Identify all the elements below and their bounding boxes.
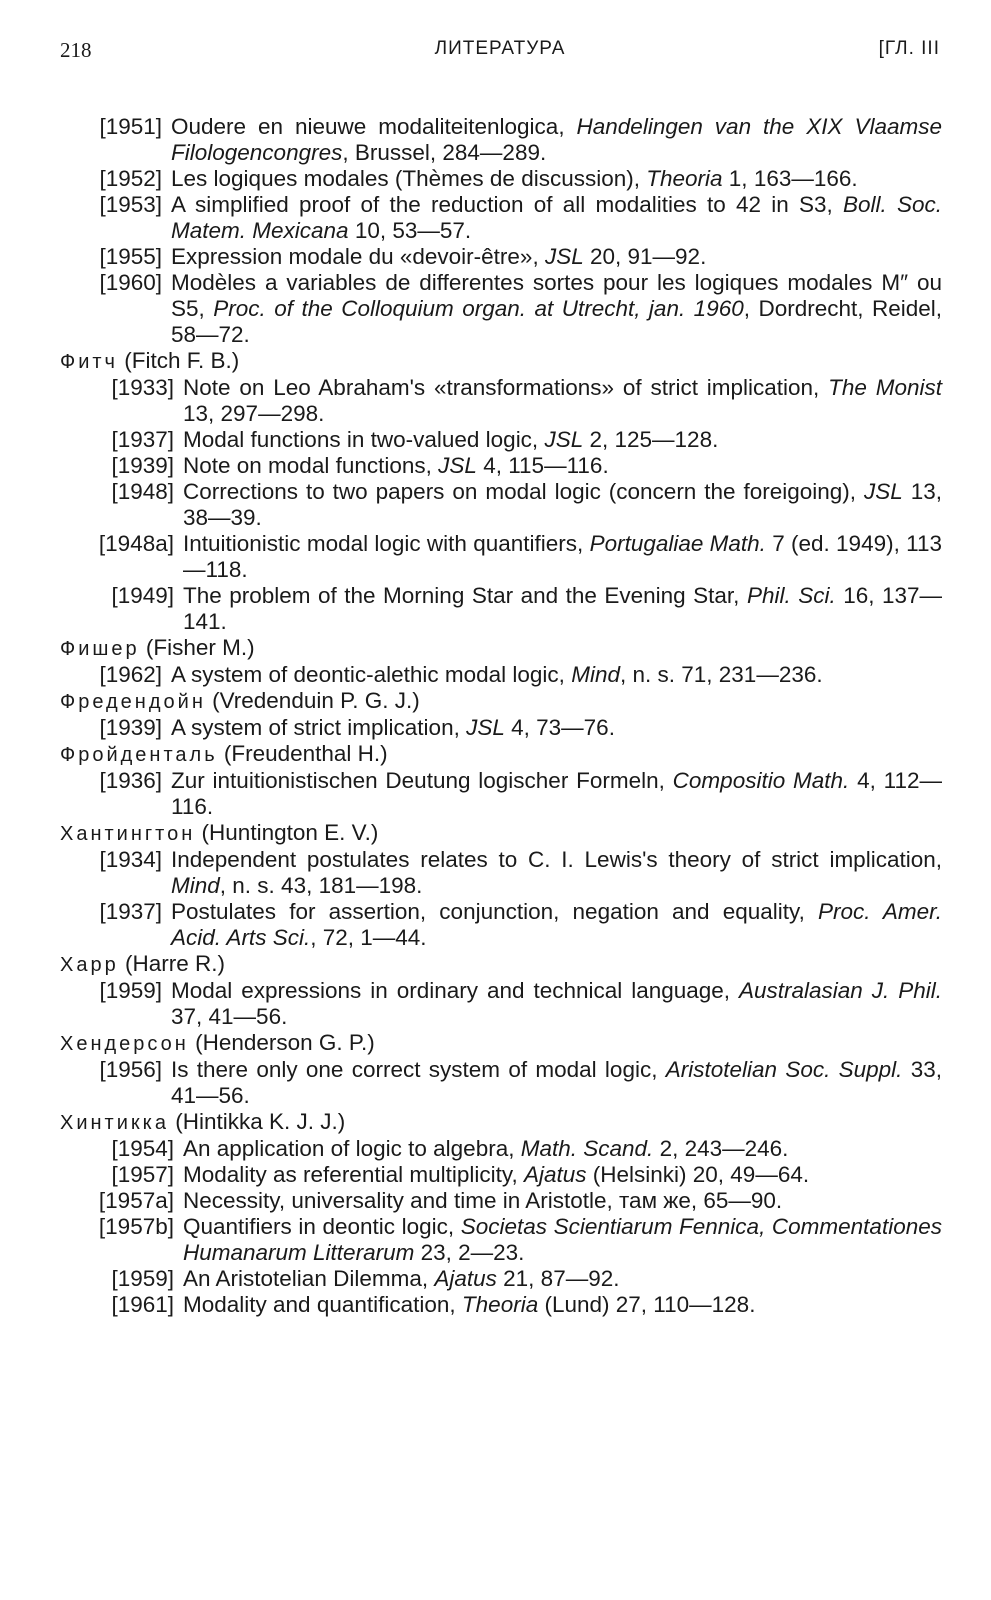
author-heading: Фройденталь (Freudenthal H.) — [60, 741, 388, 766]
section-marker: [ГЛ. III — [878, 38, 940, 59]
author-heading: Фишер (Fisher M.) — [60, 635, 255, 660]
bib-entry: [1948a] Intuitionistic modal logic with quantifiers, Portugaliae Math. 7 (ed. 1949), 113—118. — [98, 531, 942, 582]
bib-entry: [1937] Modal functions in two-valued logic, JSL 2, 125—128. — [111, 427, 719, 452]
bib-entry: [1962] A system of deontic-alethic modal logic, Mind, n. s. 71, 231—236. — [99, 662, 823, 687]
bib-entry: [1939] Note on modal functions, JSL 4, 115—116. — [111, 453, 609, 478]
bib-entry: [1951] Oudere en nieuwe modaliteitenlogica, Handelingen van the XIX Vlaamse Filologencongres, Brussel, 284—289. — [99, 114, 942, 165]
bib-entry: [1959] An Aristotelian Dilemma, Ajatus 21, 87—92. — [111, 1266, 620, 1291]
bib-entry: [1939] A system of strict implication, JSL 4, 73—76. — [99, 715, 615, 740]
chapter-title: ЛИТЕРАТУРА — [434, 38, 566, 59]
author-heading: Фитч (Fitch F. B.) — [60, 348, 240, 373]
bib-entry: [1953] A simplified proof of the reduction of all modalities to 42 in S3, Boll. Soc. Matem. Mexicana 10, 53—57. — [99, 192, 942, 243]
bib-entry: [1957] Modality as referential multiplicity, Ajatus (Helsinki) 20, 49—64. — [111, 1162, 810, 1187]
bib-entry: [1936] Zur intuitionistischen Deutung logischer Formeln, Compositio Math. 4, 112—116. — [99, 768, 942, 819]
author-heading: Хинтикка (Hintikka K. J. J.) — [60, 1109, 346, 1134]
bib-entry: [1960] Modèles a variables de differentes sortes pour les logiques modales M″ ou S5, Proc. of the Colloquium organ. at Utrecht, jan. 1960, Dordrecht, Reidel, 58—72. — [99, 270, 942, 347]
bib-entry: [1954] An application of logic to algebra, Math. Scand. 2, 243—246. — [111, 1136, 789, 1161]
bib-entry: [1955] Expression modale du «devoir-être», JSL 20, 91—92. — [99, 244, 707, 269]
bibliography-list — [60, 114, 942, 1318]
running-header — [60, 38, 940, 68]
author-heading: Харр (Harre R.) — [60, 951, 225, 976]
bib-entry: [1956] Is there only one correct system of modal logic, Aristotelian Soc. Suppl. 33, 41—56. — [99, 1057, 942, 1108]
bib-entry: [1937] Postulates for assertion, conjunction, negation and equality, Proc. Amer. Acid. Arts Sci., 72, 1—44. — [99, 899, 942, 950]
author-heading: Хендерсон (Henderson G. P.) — [60, 1030, 375, 1055]
bib-entry: [1934] Independent postulates relates to C. I. Lewis's theory of strict implication, Mind, n. s. 43, 181—198. — [99, 847, 942, 898]
bib-entry: [1959] Modal expressions in ordinary and technical language, Australasian J. Phil. 37, 41—56. — [99, 978, 942, 1029]
bib-entry: [1949] The problem of the Morning Star and the Evening Star, Phil. Sci. 16, 137—141. — [111, 583, 942, 634]
bib-entry: [1961] Modality and quantification, Theoria (Lund) 27, 110—128. — [111, 1292, 756, 1317]
bib-entry: [1948] Corrections to two papers on modal logic (concern the foreigoing), JSL 13, 38—39. — [111, 479, 943, 530]
bib-entry: [1957a] Necessity, universality and time in Aristotle, там же, 65—90. — [98, 1188, 783, 1213]
bib-entry: [1952] Les logiques modales (Thèmes de discussion), Theoria 1, 163—166. — [99, 166, 858, 191]
bib-entry: [1957b] Quantifiers in deontic logic, Societas Scientiarum Fennica, Commentationes Humanarum Litterarum 23, 2—23. — [98, 1214, 942, 1265]
author-heading: Хантингтон (Huntington E. V.) — [60, 820, 379, 845]
bib-entry: [1933] Note on Leo Abraham's «transformations» of strict implication, The Monist 13, 297—298. — [111, 375, 942, 426]
author-heading: Фредендойн (Vredenduin P. G. J.) — [60, 688, 420, 713]
page-number: 218 — [60, 38, 92, 62]
